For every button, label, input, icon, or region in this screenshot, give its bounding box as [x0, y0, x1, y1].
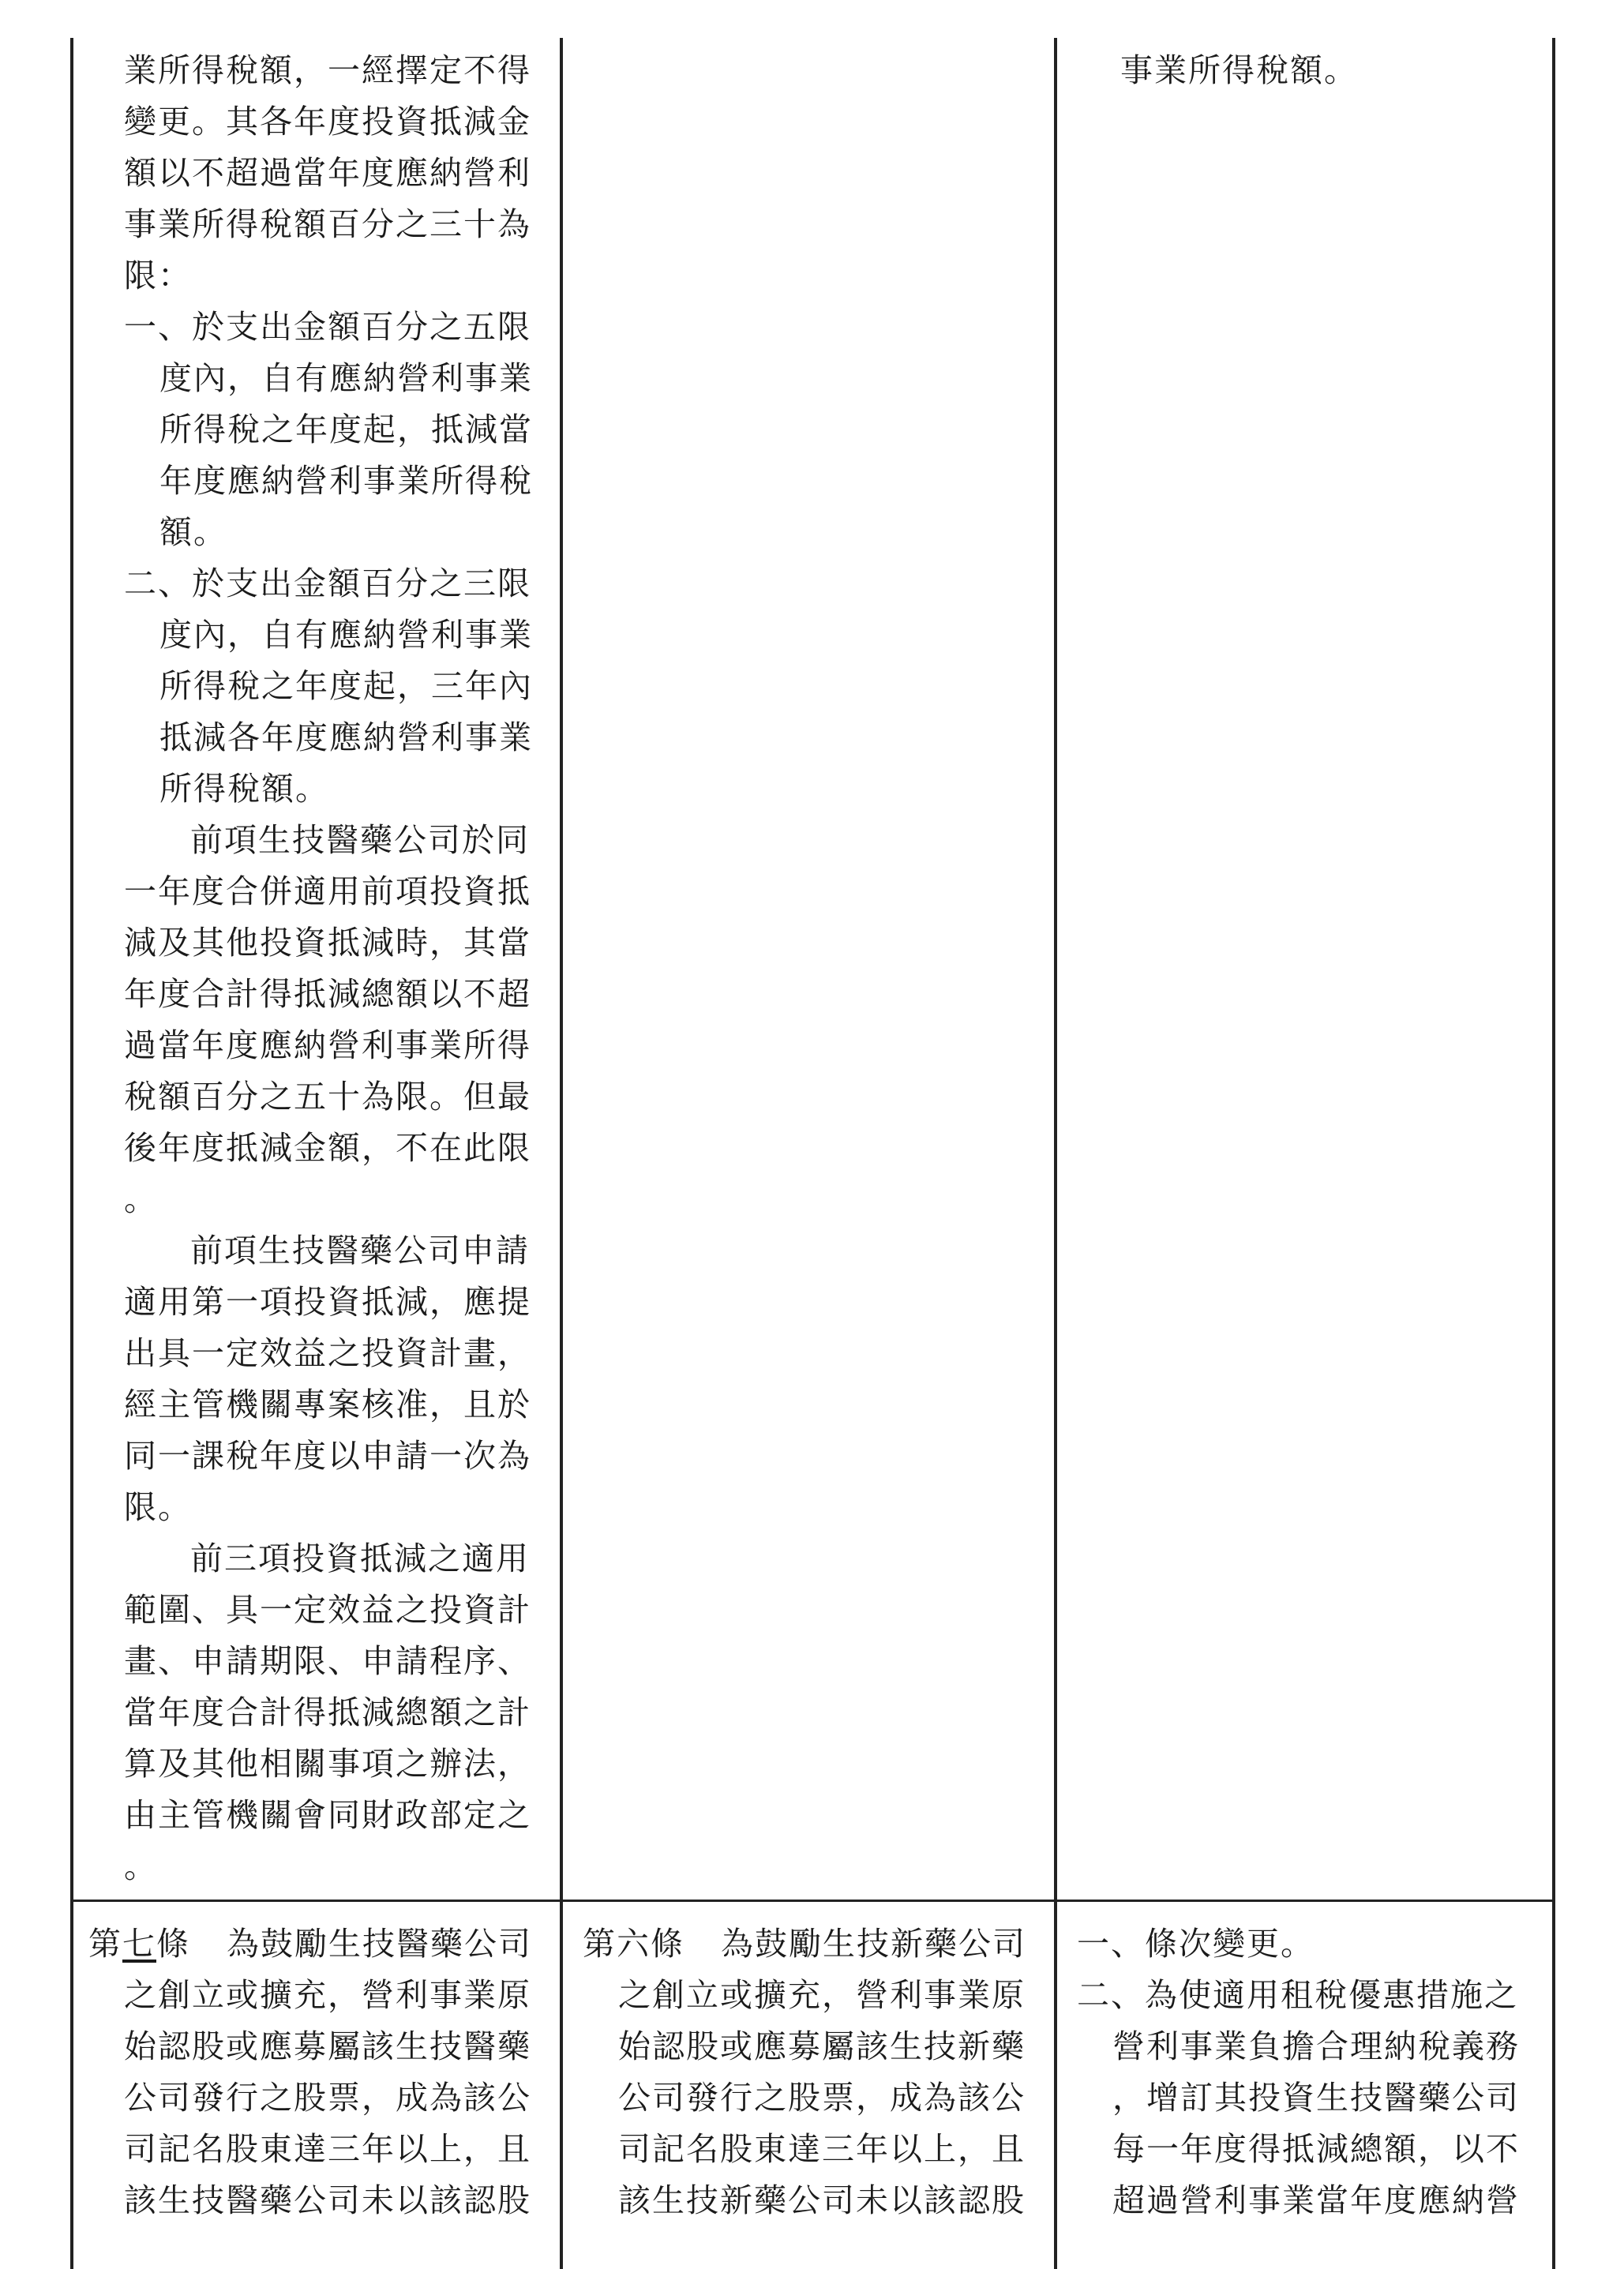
article-heading: [88, 1918, 554, 1970]
list-item-2-line: 抵減各年度應納營利事業: [159, 718, 533, 756]
article-heading: [583, 1918, 1048, 1970]
text-line: 司記名股東達三年以上，且: [124, 2130, 531, 2168]
article-label: 第六條: [583, 1925, 684, 1963]
table-border-left: [70, 38, 73, 2269]
note-item-2-line: ，增訂其投資生技醫藥公司: [1112, 2079, 1520, 2117]
paragraph-4-line: 畫、申請期限、申請程序、: [124, 1642, 531, 1680]
paragraph-3-line: 限。: [124, 1488, 192, 1526]
paragraph-2-line: 減及其他投資抵減時，其當: [124, 924, 531, 962]
list-item-1-line: 一、於支出金額百分之五限: [124, 308, 531, 346]
lower-left-cell: [88, 1918, 554, 2226]
paragraph-4-line: 算及其他相關事項之辦法，: [124, 1745, 531, 1783]
paragraph-2-line: 年度合計得抵減總額以不超: [124, 975, 531, 1013]
paragraph-3-line: 前項生技醫藥公司申請: [190, 1232, 530, 1270]
paragraph-3-line: 同一課稅年度以申請一次為: [124, 1437, 531, 1475]
text-line: 額以不超過當年度應納營利: [124, 154, 531, 192]
list-item-1-line: 額。: [159, 513, 227, 551]
paragraph-2-line: 後年度抵減金額，不在此限: [124, 1129, 531, 1167]
article-number: 七: [122, 1925, 156, 1963]
article-prefix: 第: [88, 1925, 122, 1963]
text-line: 司記名股東達三年以上，且: [618, 2130, 1026, 2168]
list-item-2-line: 度內，自有應納營利事業: [159, 616, 533, 654]
paragraph-2-line: 一年度合併適用前項投資抵: [124, 872, 531, 910]
note-item-1: 一、條次變更。: [1077, 1925, 1315, 1963]
text-line: 之創立或擴充，營利事業原: [618, 1976, 1026, 2014]
paragraph-3-line: 經主管機關專案核准，且於: [124, 1386, 531, 1423]
article-first-text: 為鼓勵生技醫藥公司: [227, 1925, 532, 1963]
text-line: 業所得稅額，一經擇定不得: [124, 51, 531, 89]
text-line: 公司發行之股票，成為該公: [618, 2079, 1026, 2117]
table-border-right: [1552, 38, 1555, 2269]
lower-right-cell: [1077, 1918, 1547, 2226]
text-line: 始認股或應募屬該生技新藥: [618, 2027, 1026, 2065]
list-item-2-line: 所得稅額。: [159, 770, 329, 808]
list-item-2-line: 所得稅之年度起，三年內: [159, 667, 533, 705]
paragraph-2-line: 。: [124, 1180, 158, 1218]
column-divider-2: [1054, 38, 1057, 2269]
text-line: 該生技新藥公司未以該認股: [618, 2181, 1026, 2219]
lower-middle-cell: [583, 1918, 1048, 2226]
note-item-2-line: 每一年度得抵減總額，以不: [1112, 2130, 1520, 2168]
note-item-2: 二、為使適用租稅優惠措施之: [1077, 1976, 1518, 2014]
text-line: 變更。其各年度投資抵減金: [124, 103, 531, 141]
text-line: 事業所得稅額。: [1120, 51, 1358, 89]
paragraph-4-line: 範圍、具一定效益之投資計: [124, 1591, 531, 1629]
upper-right-cell: [1120, 45, 1539, 96]
text-line: 公司發行之股票，成為該公: [124, 2079, 531, 2117]
paragraph-4-line: 當年度合計得抵減總額之計: [124, 1693, 531, 1731]
list-item-1-line: 所得稅之年度起，抵減當: [159, 411, 533, 448]
text-line: 之創立或擴充，營利事業原: [124, 1976, 531, 2014]
upper-left-cell: [124, 45, 550, 1892]
paragraph-4-line: 前三項投資抵減之適用: [190, 1540, 530, 1577]
list-item-2-line: 二、於支出金額百分之三限: [124, 564, 531, 602]
article-first-text: 為鼓勵生技新藥公司: [721, 1925, 1026, 1963]
text-line: 始認股或應募屬該生技醫藥: [124, 2027, 531, 2065]
text-line: 限：: [124, 257, 192, 294]
paragraph-2-line: 過當年度應納營利事業所得: [124, 1026, 531, 1064]
list-item-1-line: 年度應納營利事業所得稅: [159, 462, 533, 500]
note-item-2-line: 營利事業負擔合理納稅義務: [1112, 2027, 1520, 2065]
text-line: 事業所得稅額百分之三十為: [124, 205, 531, 243]
paragraph-3-line: 出具一定效益之投資計畫，: [124, 1334, 531, 1372]
paragraph-3-line: 適用第一項投資抵減，應提: [124, 1283, 531, 1321]
paragraph-4-line: 由主管機關會同財政部定之: [124, 1796, 531, 1834]
list-item-1-line: 度內，自有應納營利事業: [159, 359, 533, 397]
note-item-2-line: 超過營利事業當年度應納營: [1112, 2181, 1520, 2219]
text-line: 該生技醫藥公司未以該認股: [124, 2181, 531, 2219]
paragraph-2-line: 前項生技醫藥公司於同: [190, 821, 530, 859]
row-divider: [70, 1900, 1555, 1902]
column-divider-1: [560, 38, 563, 2269]
paragraph-2-line: 稅額百分之五十為限。但最: [124, 1078, 531, 1116]
article-suffix: 條: [156, 1925, 190, 1963]
paragraph-4-line: 。: [124, 1847, 158, 1885]
